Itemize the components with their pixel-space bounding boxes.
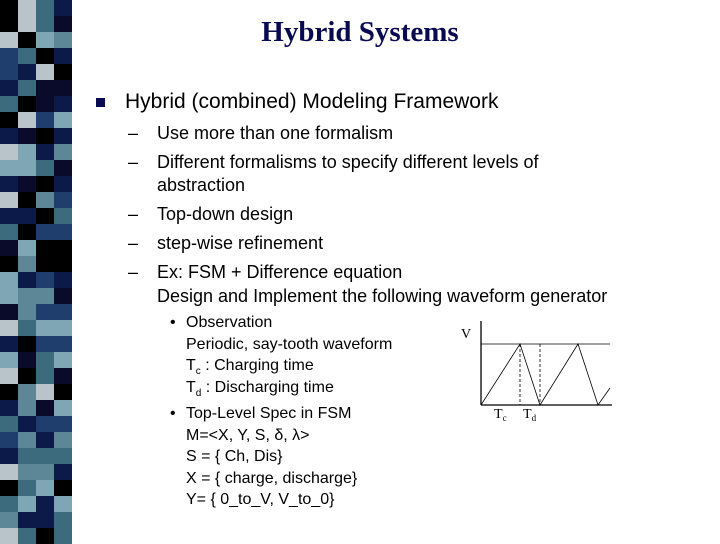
stripe-cell — [18, 320, 36, 336]
stripe-cell — [18, 400, 36, 416]
stripe-cell — [36, 432, 54, 448]
dot-bullet-icon: • — [170, 314, 176, 331]
stripe-cell — [18, 112, 36, 128]
stripe-cell — [18, 336, 36, 352]
stripe-cell — [0, 256, 18, 272]
stripe-cell — [36, 176, 54, 192]
sub-bullet-5-cont: Design and Implement the following waveform generator — [157, 286, 608, 306]
stripe-cell — [54, 96, 72, 112]
stripe-cell — [0, 384, 18, 400]
stripe-cell — [54, 352, 72, 368]
stripe-cell — [36, 240, 54, 256]
stripe-cell — [0, 128, 18, 144]
stripe-cell — [54, 480, 72, 496]
stripe-cell — [36, 496, 54, 512]
stripe-cell — [36, 320, 54, 336]
stripe-cell — [36, 160, 54, 176]
stripe-cell — [54, 288, 72, 304]
stripe-cell — [36, 48, 54, 64]
stripe-cell — [0, 464, 18, 480]
sub-bullet-1: Use more than one formalism — [157, 123, 394, 143]
stripe-cell — [18, 480, 36, 496]
stripe-cell — [0, 416, 18, 432]
stripe-cell — [0, 480, 18, 496]
stripe-cell — [36, 256, 54, 272]
spec-x-line: X = { charge, discharge} — [186, 470, 358, 487]
stripe-cell — [0, 400, 18, 416]
dash-icon: – — [128, 123, 139, 143]
stripe-cell — [0, 176, 18, 192]
stripe-cell — [54, 304, 72, 320]
stripe-cell — [36, 224, 54, 240]
stripe-cell — [54, 256, 72, 272]
stripe-cell — [54, 160, 72, 176]
dash-icon: – — [128, 262, 139, 282]
sub-bullet-5: Ex: FSM + Difference equation — [157, 262, 403, 282]
stripe-cell — [54, 112, 72, 128]
stripe-cell — [18, 96, 36, 112]
stripe-cell — [0, 448, 18, 464]
stripe-cell — [18, 240, 36, 256]
sub-bullet-3: Top-down design — [157, 204, 294, 224]
stripe-cell — [0, 144, 18, 160]
stripe-cell — [18, 0, 36, 16]
stripe-cell — [54, 144, 72, 160]
stripe-cell — [54, 176, 72, 192]
stripe-cell — [0, 432, 18, 448]
stripe-cell — [18, 416, 36, 432]
stripe-cell — [0, 80, 18, 96]
stripe-cell — [54, 528, 72, 544]
stripe-cell — [36, 208, 54, 224]
stripe-cell — [36, 192, 54, 208]
stripe-cell — [18, 464, 36, 480]
tc-axis-label: $T_c$ — [494, 407, 507, 423]
stripe-cell — [0, 352, 18, 368]
stripe-cell — [18, 208, 36, 224]
stripe-cell — [36, 464, 54, 480]
stripe-cell — [18, 528, 36, 544]
stripe-cell — [0, 320, 18, 336]
stripe-cell — [18, 288, 36, 304]
stripe-cell — [54, 416, 72, 432]
stripe-cell — [18, 272, 36, 288]
stripe-cell — [18, 368, 36, 384]
stripe-cell — [0, 336, 18, 352]
sub-bullet-4: step-wise refinement — [157, 233, 324, 253]
stripe-cell — [54, 0, 72, 16]
stripe-cell — [54, 224, 72, 240]
stripe-cell — [36, 288, 54, 304]
main-bullet: Hybrid (combined) Modeling Framework — [125, 90, 499, 113]
stripe-cell — [54, 64, 72, 80]
stripe-cell — [36, 384, 54, 400]
stripe-cell — [36, 400, 54, 416]
stripe-cell — [0, 64, 18, 80]
stripe-cell — [54, 272, 72, 288]
spec-s-line: S = { Ch, Dis} — [186, 448, 283, 465]
stripe-cell — [0, 288, 18, 304]
stripe-cell — [18, 160, 36, 176]
stripe-cell — [54, 240, 72, 256]
stripe-cell — [0, 224, 18, 240]
stripe-cell — [18, 304, 36, 320]
stripe-cell — [0, 0, 18, 16]
stripe-cell — [18, 144, 36, 160]
sub-bullet-2: Different formalisms to specify different levels of — [157, 152, 539, 172]
stripe-cell — [18, 224, 36, 240]
spec-y-line: Y= { 0_to_V, V_to_0} — [186, 491, 335, 508]
dot-bullet-icon: • — [170, 405, 176, 422]
stripe-cell — [0, 304, 18, 320]
stripe-cell — [54, 400, 72, 416]
stripe-cell — [36, 368, 54, 384]
stripe-cell — [18, 448, 36, 464]
v-axis-label: V — [461, 327, 472, 342]
stripe-cell — [18, 128, 36, 144]
stripe-cell — [36, 480, 54, 496]
observation-line: Periodic, say-tooth waveform — [186, 336, 393, 353]
stripe-cell — [18, 64, 36, 80]
stripe-cell — [0, 512, 18, 528]
tc-definition: $T_c$ : Charging time — [186, 357, 314, 378]
dash-icon: – — [128, 204, 139, 224]
dash-icon: – — [128, 152, 139, 172]
square-bullet-icon — [96, 98, 105, 107]
stripe-cell — [54, 496, 72, 512]
stripe-cell — [18, 256, 36, 272]
sawtooth-wave — [481, 344, 610, 405]
observation-heading: Observation — [186, 314, 273, 331]
stripe-cell — [0, 240, 18, 256]
page-title: Hybrid Systems — [261, 16, 459, 48]
decorative-stripe — [0, 0, 72, 540]
stripe-cell — [36, 448, 54, 464]
stripe-cell — [0, 528, 18, 544]
stripe-cell — [36, 128, 54, 144]
stripe-cell — [54, 336, 72, 352]
stripe-cell — [18, 192, 36, 208]
stripe-cell — [18, 48, 36, 64]
stripe-cell — [18, 432, 36, 448]
td-axis-label: $T_d$ — [523, 407, 537, 423]
stripe-cell — [18, 176, 36, 192]
stripe-cell — [36, 96, 54, 112]
stripe-cell — [36, 112, 54, 128]
stripe-cell — [36, 416, 54, 432]
stripe-cell — [36, 272, 54, 288]
stripe-cell — [18, 80, 36, 96]
stripe-cell — [54, 48, 72, 64]
stripe-cell — [36, 0, 54, 16]
stripe-cell — [0, 160, 18, 176]
stripe-cell — [36, 336, 54, 352]
dash-icon: – — [128, 233, 139, 253]
stripe-cell — [36, 144, 54, 160]
stripe-cell — [0, 208, 18, 224]
stripe-cell — [54, 320, 72, 336]
stripe-cell — [54, 208, 72, 224]
stripe-cell — [36, 304, 54, 320]
stripe-cell — [54, 512, 72, 528]
stripe-cell — [36, 352, 54, 368]
stripe-cell — [54, 80, 72, 96]
stripe-cell — [36, 80, 54, 96]
stripe-cell — [18, 496, 36, 512]
stripe-cell — [54, 384, 72, 400]
stripe-cell — [36, 528, 54, 544]
stripe-cell — [36, 64, 54, 80]
spec-heading: Top-Level Spec in FSM — [186, 405, 352, 422]
stripe-cell — [18, 512, 36, 528]
stripe-cell — [54, 368, 72, 384]
stripe-cell — [54, 464, 72, 480]
stripe-cell — [0, 48, 18, 64]
sub-bullet-2-cont: abstraction — [157, 175, 246, 195]
stripe-cell — [0, 272, 18, 288]
stripe-cell — [54, 192, 72, 208]
stripe-cell — [18, 384, 36, 400]
stripe-cell — [0, 192, 18, 208]
stripe-cell — [18, 352, 36, 368]
stripe-cell — [0, 96, 18, 112]
stripe-cell — [54, 128, 72, 144]
stripe-cell — [0, 368, 18, 384]
stripe-cell — [0, 112, 18, 128]
stripe-cell — [54, 432, 72, 448]
spec-m-line: M=<X, Y, S, δ, λ> — [186, 427, 310, 444]
stripe-cell — [36, 512, 54, 528]
stripe-cell — [54, 448, 72, 464]
stripe-cell — [0, 496, 18, 512]
td-definition: $T_d$ : Discharging time — [186, 379, 334, 400]
